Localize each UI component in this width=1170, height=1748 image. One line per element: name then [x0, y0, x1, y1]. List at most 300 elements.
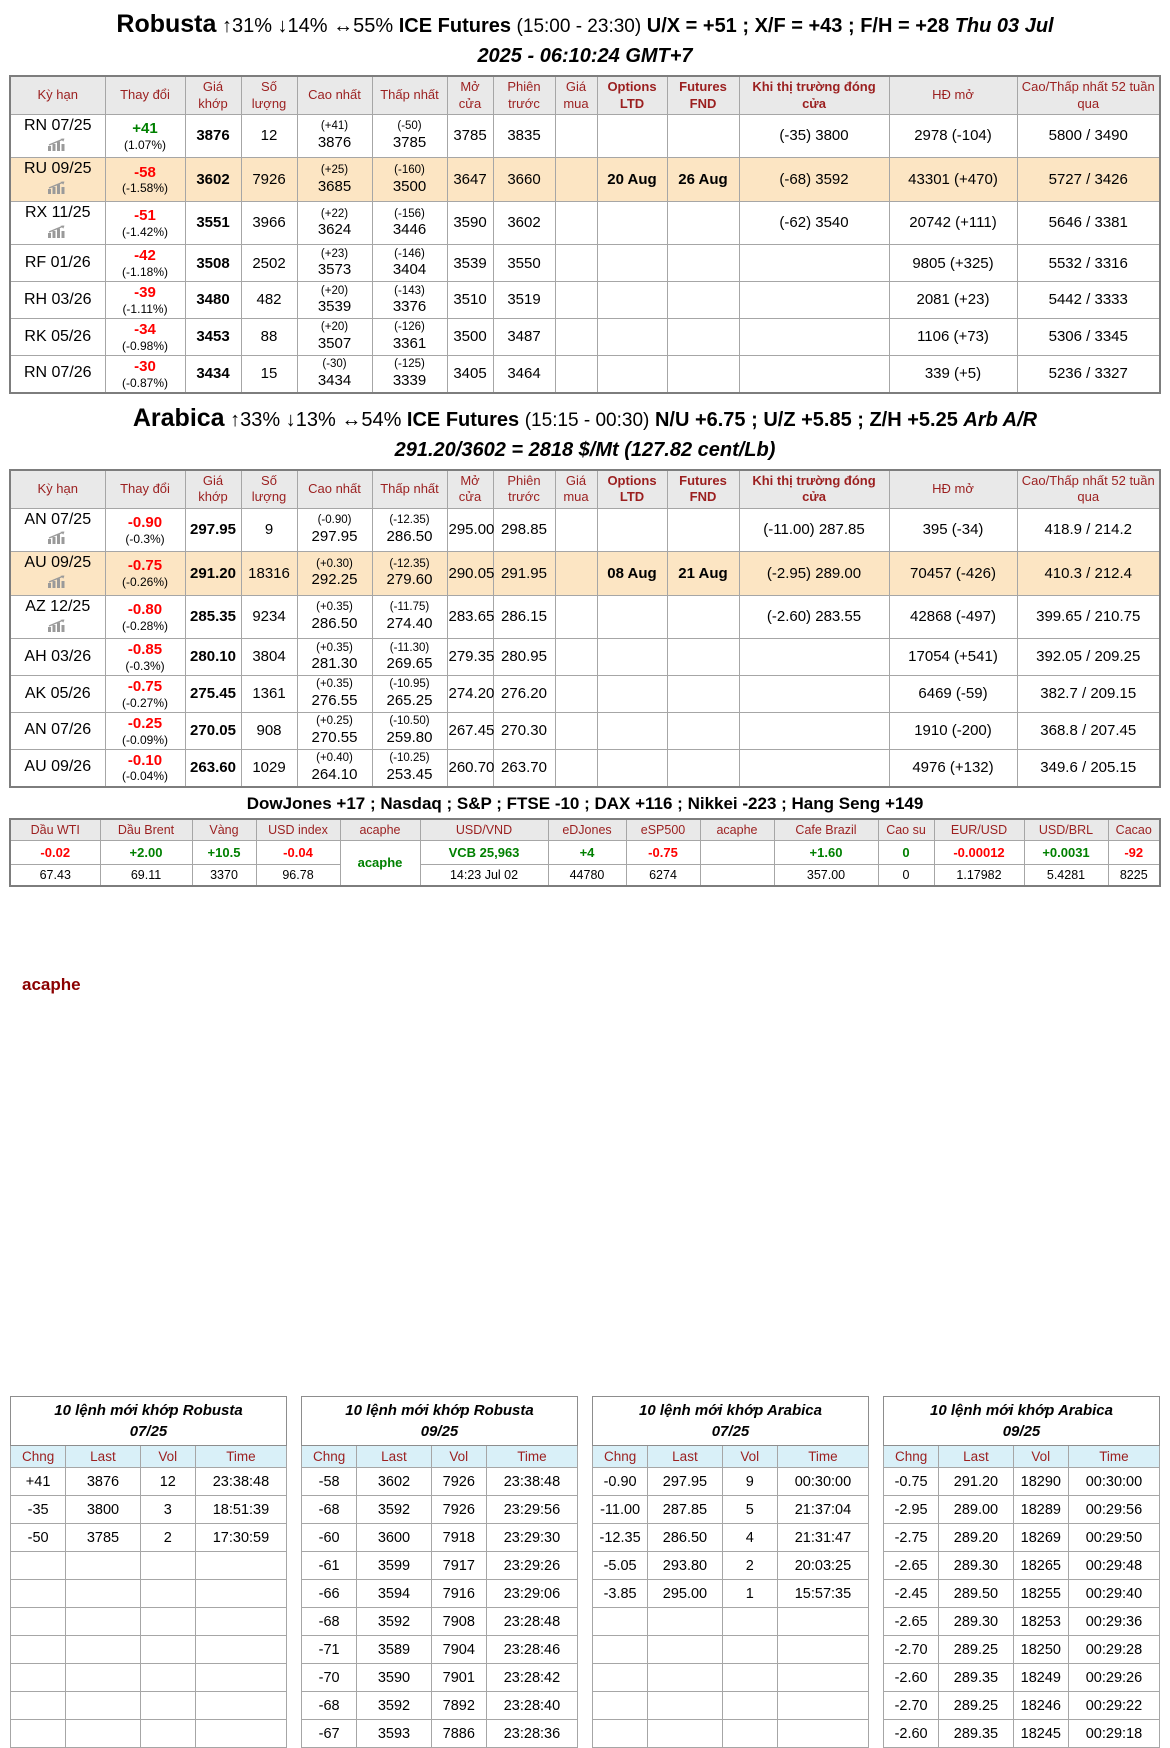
options-ltd-cell — [597, 712, 667, 749]
last-price-cell: 3602 — [185, 158, 241, 202]
order-cell: 289.30 — [939, 1552, 1014, 1580]
order-cell: 295.00 — [648, 1580, 723, 1608]
arabica-heading — [0, 400, 1170, 465]
order-cell: 289.35 — [939, 1664, 1014, 1692]
order-column-header: Time — [777, 1446, 868, 1468]
order-row — [593, 1608, 869, 1636]
change-cell: -0.90 (-0.3%) — [105, 508, 185, 552]
order-cell: 18246 — [1013, 1692, 1068, 1720]
open-cell: 295.00 — [447, 508, 493, 552]
change-cell: -0.75 (-0.27%) — [105, 676, 185, 713]
order-cell — [11, 1692, 66, 1720]
volume-cell: 908 — [241, 712, 297, 749]
order-cell: -12.35 — [593, 1524, 648, 1552]
column-header: Giá mua — [555, 76, 597, 114]
order-cell — [777, 1636, 868, 1664]
summary-column-header: eSP500 — [626, 819, 700, 841]
order-table-title-row — [302, 1397, 578, 1446]
summary-column-header: Dầu WTI — [10, 819, 100, 841]
order-column-header: Chng — [884, 1446, 939, 1468]
order-cell — [11, 1636, 66, 1664]
order-table-title: 10 lệnh mới khớp Robusta 09/25 — [302, 1397, 578, 1446]
order-row — [11, 1664, 287, 1692]
brand-logo-text: acaphe — [22, 975, 81, 995]
contract-cell: AN 07/26 — [10, 712, 105, 749]
low-cell: (-143) 3376 — [372, 282, 447, 319]
week52-cell: 418.9 / 214.2 — [1017, 508, 1160, 552]
order-cell: -71 — [302, 1636, 357, 1664]
contract-cell: RX 11/25 — [10, 201, 105, 245]
market-close-cell — [739, 319, 889, 356]
low-cell: (-160) 3500 — [372, 158, 447, 202]
order-cell — [648, 1692, 723, 1720]
order-cell: 3592 — [357, 1496, 432, 1524]
order-cell: -68 — [302, 1692, 357, 1720]
order-cell — [195, 1636, 286, 1664]
open-cell: 3647 — [447, 158, 493, 202]
week52-cell: 392.05 / 209.25 — [1017, 639, 1160, 676]
quote-row — [10, 595, 1160, 639]
options-ltd-cell — [597, 595, 667, 639]
summary-header-row — [10, 819, 1160, 841]
order-cell — [593, 1720, 648, 1748]
high-cell: (+0.35) 276.55 — [297, 676, 372, 713]
summary-value-row — [10, 864, 1160, 886]
low-cell: (-125) 3339 — [372, 355, 447, 392]
contract-cell: RF 01/26 — [10, 245, 105, 282]
summary-change-cell: -0.02 — [10, 840, 100, 864]
volume-cell: 12 — [241, 114, 297, 158]
summary-change-cell: +1.60 — [774, 840, 878, 864]
order-cell: 289.20 — [939, 1524, 1014, 1552]
last-price-cell: 291.20 — [185, 552, 241, 596]
order-cell: 7916 — [431, 1580, 486, 1608]
change-cell: -34 (-0.98%) — [105, 319, 185, 356]
arabica-quotes-table — [9, 469, 1161, 788]
change-cell: -0.85 (-0.3%) — [105, 639, 185, 676]
open-cell: 290.05 — [447, 552, 493, 596]
market-close-cell: (-2.95) 289.00 — [739, 552, 889, 596]
futures-fnd-cell — [667, 639, 739, 676]
order-cell — [593, 1636, 648, 1664]
order-row — [593, 1524, 869, 1552]
column-header: Phiên trước — [493, 76, 555, 114]
low-cell: (-11.75) 274.40 — [372, 595, 447, 639]
column-header: Futures FND — [667, 470, 739, 508]
futures-fnd-cell — [667, 201, 739, 245]
volume-cell: 7926 — [241, 158, 297, 202]
order-cell: 7901 — [431, 1664, 486, 1692]
order-cell: 9 — [722, 1468, 777, 1496]
column-header: Mở cửa — [447, 76, 493, 114]
bid-cell — [555, 282, 597, 319]
market-close-cell — [739, 676, 889, 713]
order-cell: 7918 — [431, 1524, 486, 1552]
order-cell: 23:38:48 — [195, 1468, 286, 1496]
open-cell: 3539 — [447, 245, 493, 282]
change-cell: -0.80 (-0.28%) — [105, 595, 185, 639]
options-ltd-cell — [597, 245, 667, 282]
chart-icon[interactable] — [47, 574, 69, 593]
arabica-exchange: ICE Futures — [406, 408, 520, 431]
futures-fnd-cell — [667, 508, 739, 552]
order-cell: 7926 — [431, 1496, 486, 1524]
summary-change-cell: -0.04 — [256, 840, 340, 864]
bid-cell — [555, 114, 597, 158]
column-header: HĐ mở — [889, 76, 1017, 114]
order-row — [884, 1496, 1160, 1524]
order-cell: 2 — [140, 1524, 195, 1552]
order-cell — [722, 1692, 777, 1720]
change-cell: -39 (-1.11%) — [105, 282, 185, 319]
arabica-stats: ↑33% ↓13% ↔54% — [230, 408, 402, 431]
order-cell: -2.45 — [884, 1580, 939, 1608]
order-cell: 18250 — [1013, 1636, 1068, 1664]
order-cell: 18245 — [1013, 1720, 1068, 1748]
futures-fnd-cell — [667, 749, 739, 786]
summary-change-cell: +10.5 — [192, 840, 256, 864]
order-cell — [777, 1608, 868, 1636]
robusta-session: (15:00 - 23:30) — [516, 16, 642, 37]
order-row — [884, 1552, 1160, 1580]
high-cell: (+23) 3573 — [297, 245, 372, 282]
order-cell: 00:29:28 — [1068, 1636, 1159, 1664]
order-cell — [11, 1720, 66, 1748]
order-cell: 23:28:46 — [486, 1636, 577, 1664]
prev-session-cell: 270.30 — [493, 712, 555, 749]
column-header: Khi thị trường đóng cửa — [739, 76, 889, 114]
order-row — [593, 1552, 869, 1580]
volume-cell: 2502 — [241, 245, 297, 282]
summary-change-cell — [700, 840, 774, 864]
options-ltd-cell — [597, 114, 667, 158]
change-cell: -51 (-1.42%) — [105, 201, 185, 245]
summary-value-cell: 3370 — [192, 864, 256, 886]
column-header: Thay đổi — [105, 76, 185, 114]
market-close-cell: (-62) 3540 — [739, 201, 889, 245]
order-cell: 7886 — [431, 1720, 486, 1748]
summary-column-header: Dầu Brent — [100, 819, 192, 841]
order-cell: 18255 — [1013, 1580, 1068, 1608]
order-cell — [140, 1552, 195, 1580]
column-header: HĐ mở — [889, 470, 1017, 508]
summary-change-cell: +4 — [548, 840, 626, 864]
arabica-title: Arabica — [132, 403, 225, 432]
column-header: Giá khớp — [185, 470, 241, 508]
order-row — [11, 1524, 287, 1552]
quote-row — [10, 319, 1160, 356]
market-close-cell: (-2.60) 283.55 — [739, 595, 889, 639]
order-cell — [777, 1664, 868, 1692]
summary-change-cell: 0 — [878, 840, 934, 864]
order-row — [11, 1720, 287, 1748]
bid-cell — [555, 639, 597, 676]
order-row — [302, 1692, 578, 1720]
column-header: Options LTD — [597, 76, 667, 114]
summary-column-header: Cacao — [1108, 819, 1160, 841]
order-cell: 2 — [722, 1552, 777, 1580]
week52-cell: 5442 / 3333 — [1017, 282, 1160, 319]
prev-session-cell: 3835 — [493, 114, 555, 158]
robusta-quotes-table — [9, 75, 1161, 394]
order-table-title-row — [884, 1397, 1160, 1446]
order-row — [302, 1552, 578, 1580]
summary-column-header: acaphe — [700, 819, 774, 841]
week52-cell: 5646 / 3381 — [1017, 201, 1160, 245]
bid-cell — [555, 595, 597, 639]
order-cell: +41 — [11, 1468, 66, 1496]
column-header: Mở cửa — [447, 470, 493, 508]
open-interest-cell: 20742 (+111) — [889, 201, 1017, 245]
high-cell: (+0.40) 264.10 — [297, 749, 372, 786]
order-cell: 00:29:40 — [1068, 1580, 1159, 1608]
open-interest-cell: 17054 (+541) — [889, 639, 1017, 676]
futures-fnd-cell — [667, 114, 739, 158]
order-cell: -0.75 — [884, 1468, 939, 1496]
high-cell: (-30) 3434 — [297, 355, 372, 392]
summary-value-cell: 96.78 — [256, 864, 340, 886]
order-cell: 23:28:48 — [486, 1608, 577, 1636]
order-cell: 23:29:30 — [486, 1524, 577, 1552]
order-cell — [722, 1636, 777, 1664]
quote-row — [10, 749, 1160, 786]
chart-icon[interactable] — [47, 180, 69, 199]
week52-cell: 368.8 / 207.45 — [1017, 712, 1160, 749]
order-row — [884, 1580, 1160, 1608]
futures-fnd-cell — [667, 355, 739, 392]
column-header: Số lượng — [241, 76, 297, 114]
low-cell: (-156) 3446 — [372, 201, 447, 245]
contract-cell: AU 09/26 — [10, 749, 105, 786]
open-cell: 3590 — [447, 201, 493, 245]
order-row — [302, 1664, 578, 1692]
summary-change-cell: +0.0031 — [1024, 840, 1108, 864]
market-close-cell — [739, 712, 889, 749]
order-cell — [195, 1552, 286, 1580]
order-cell: 23:28:36 — [486, 1720, 577, 1748]
summary-value-cell: 14:23 Jul 02 — [420, 864, 548, 886]
last-price-cell: 280.10 — [185, 639, 241, 676]
week52-cell: 410.3 / 212.4 — [1017, 552, 1160, 596]
open-cell: 3405 — [447, 355, 493, 392]
order-row — [11, 1636, 287, 1664]
low-cell: (-12.35) 286.50 — [372, 508, 447, 552]
order-row — [593, 1496, 869, 1524]
robusta-heading — [0, 6, 1170, 71]
order-table-title: 10 lệnh mới khớp Robusta 07/25 — [11, 1397, 287, 1446]
open-interest-cell: 2081 (+23) — [889, 282, 1017, 319]
order-row — [593, 1692, 869, 1720]
volume-cell: 482 — [241, 282, 297, 319]
column-header: Thấp nhất — [372, 470, 447, 508]
summary-change-cell: +2.00 — [100, 840, 192, 864]
order-table-header-row — [884, 1446, 1160, 1468]
order-cell: 00:29:50 — [1068, 1524, 1159, 1552]
order-row — [302, 1468, 578, 1496]
low-cell: (-10.50) 259.80 — [372, 712, 447, 749]
contract-cell: RN 07/26 — [10, 355, 105, 392]
order-cell: 00:29:56 — [1068, 1496, 1159, 1524]
order-cell: 00:29:26 — [1068, 1664, 1159, 1692]
order-row — [884, 1692, 1160, 1720]
low-cell: (-50) 3785 — [372, 114, 447, 158]
order-cell: -5.05 — [593, 1552, 648, 1580]
order-cell: -68 — [302, 1496, 357, 1524]
arabica-session: (15:15 - 00:30) — [524, 409, 650, 431]
order-cell: 289.30 — [939, 1608, 1014, 1636]
order-cell — [722, 1720, 777, 1748]
order-cell — [140, 1636, 195, 1664]
week52-cell: 399.65 / 210.75 — [1017, 595, 1160, 639]
order-cell — [11, 1608, 66, 1636]
volume-cell: 3966 — [241, 201, 297, 245]
prev-session-cell: 3487 — [493, 319, 555, 356]
week52-cell: 349.6 / 205.15 — [1017, 749, 1160, 786]
contract-cell: AU 09/25 — [10, 552, 105, 596]
market-close-cell: (-35) 3800 — [739, 114, 889, 158]
order-cell: 3602 — [357, 1468, 432, 1496]
order-cell: 23:29:56 — [486, 1496, 577, 1524]
order-cell — [593, 1664, 648, 1692]
order-cell: 289.25 — [939, 1636, 1014, 1664]
volume-cell: 1029 — [241, 749, 297, 786]
quote-row — [10, 201, 1160, 245]
market-summary-table — [9, 818, 1161, 888]
order-cell: 18289 — [1013, 1496, 1068, 1524]
high-cell: (+0.30) 292.25 — [297, 552, 372, 596]
quote-row — [10, 552, 1160, 596]
summary-column-header: USD/VND — [420, 819, 548, 841]
options-ltd-cell: 20 Aug — [597, 158, 667, 202]
order-cell — [140, 1664, 195, 1692]
bid-cell — [555, 245, 597, 282]
order-column-header: Chng — [593, 1446, 648, 1468]
order-column-header: Time — [195, 1446, 286, 1468]
world-indices-line: DowJones +17 ; Nasdaq ; S&P ; FTSE -10 ; DAX +116 ; Nikkei -223 ; Hang Seng +149 — [246, 793, 924, 813]
order-row — [593, 1720, 869, 1748]
order-cell: -70 — [302, 1664, 357, 1692]
market-close-cell: (-11.00) 287.85 — [739, 508, 889, 552]
open-cell: 3500 — [447, 319, 493, 356]
order-cell — [66, 1692, 141, 1720]
order-row — [884, 1468, 1160, 1496]
prev-session-cell: 3550 — [493, 245, 555, 282]
summary-value-cell — [700, 864, 774, 886]
last-price-cell: 3508 — [185, 245, 241, 282]
contract-cell: RU 09/25 — [10, 158, 105, 202]
column-header: Cao nhất — [297, 76, 372, 114]
order-cell — [648, 1636, 723, 1664]
summary-value-cell: 69.11 — [100, 864, 192, 886]
week52-cell: 5800 / 3490 — [1017, 114, 1160, 158]
order-cell — [140, 1608, 195, 1636]
market-close-cell — [739, 355, 889, 392]
robusta-stats: ↑31% ↓14% ↔55% — [221, 15, 394, 37]
chart-icon[interactable] — [47, 224, 69, 243]
order-cell — [722, 1608, 777, 1636]
order-cell: 7892 — [431, 1692, 486, 1720]
bid-cell — [555, 749, 597, 786]
order-cell: 3785 — [66, 1524, 141, 1552]
order-cell: 297.95 — [648, 1468, 723, 1496]
order-table-title-row — [593, 1397, 869, 1446]
order-cell: 3590 — [357, 1664, 432, 1692]
volume-cell: 9234 — [241, 595, 297, 639]
volume-cell: 18316 — [241, 552, 297, 596]
options-ltd-cell — [597, 355, 667, 392]
order-column-header: Time — [1068, 1446, 1159, 1468]
order-cell: 23:28:40 — [486, 1692, 577, 1720]
order-cell: -50 — [11, 1524, 66, 1552]
order-row — [11, 1468, 287, 1496]
column-header: Futures FND — [667, 76, 739, 114]
market-close-cell — [739, 639, 889, 676]
options-ltd-cell — [597, 508, 667, 552]
summary-change-cell: -0.00012 — [934, 840, 1024, 864]
order-cell: -67 — [302, 1720, 357, 1748]
order-row — [593, 1636, 869, 1664]
column-header: Thay đổi — [105, 470, 185, 508]
order-cell — [195, 1580, 286, 1608]
column-header: Cao nhất — [297, 470, 372, 508]
open-interest-cell: 2978 (-104) — [889, 114, 1017, 158]
order-cell — [11, 1580, 66, 1608]
summary-value-cell: 5.4281 — [1024, 864, 1108, 886]
last-price-cell: 297.95 — [185, 508, 241, 552]
bid-cell — [555, 319, 597, 356]
open-interest-cell: 70457 (-426) — [889, 552, 1017, 596]
summary-value-cell: 1.17982 — [934, 864, 1024, 886]
summary-value-cell: 8225 — [1108, 864, 1160, 886]
order-cell — [140, 1720, 195, 1748]
chart-icon[interactable] — [47, 530, 69, 549]
open-cell: 283.65 — [447, 595, 493, 639]
order-table-arabica-0925 — [883, 1396, 1160, 1748]
order-cell: -11.00 — [593, 1496, 648, 1524]
order-cell — [11, 1664, 66, 1692]
order-table-arabica-0725 — [592, 1396, 869, 1748]
prev-session-cell: 3519 — [493, 282, 555, 319]
options-ltd-cell — [597, 282, 667, 319]
futures-fnd-cell — [667, 595, 739, 639]
order-cell — [66, 1580, 141, 1608]
low-cell: (-10.25) 253.45 — [372, 749, 447, 786]
order-cell: 18249 — [1013, 1664, 1068, 1692]
prev-session-cell: 3660 — [493, 158, 555, 202]
futures-fnd-cell: 21 Aug — [667, 552, 739, 596]
contract-cell: RN 07/25 — [10, 114, 105, 158]
open-interest-cell: 42868 (-497) — [889, 595, 1017, 639]
order-cell — [722, 1664, 777, 1692]
volume-cell: 88 — [241, 319, 297, 356]
open-interest-cell: 1910 (-200) — [889, 712, 1017, 749]
prev-session-cell: 291.95 — [493, 552, 555, 596]
summary-change-cell: acaphe — [340, 840, 420, 886]
order-table-robusta-0725 — [10, 1396, 287, 1748]
low-cell: (-11.30) 269.65 — [372, 639, 447, 676]
order-column-header: Vol — [1013, 1446, 1068, 1468]
order-cell: 23:28:42 — [486, 1664, 577, 1692]
contract-cell: AN 07/25 — [10, 508, 105, 552]
chart-icon[interactable] — [47, 137, 69, 156]
order-row — [884, 1608, 1160, 1636]
order-cell: -2.70 — [884, 1692, 939, 1720]
volume-cell: 1361 — [241, 676, 297, 713]
order-cell: 3876 — [66, 1468, 141, 1496]
summary-column-header: eDJones — [548, 819, 626, 841]
chart-icon[interactable] — [47, 618, 69, 637]
order-row — [884, 1664, 1160, 1692]
